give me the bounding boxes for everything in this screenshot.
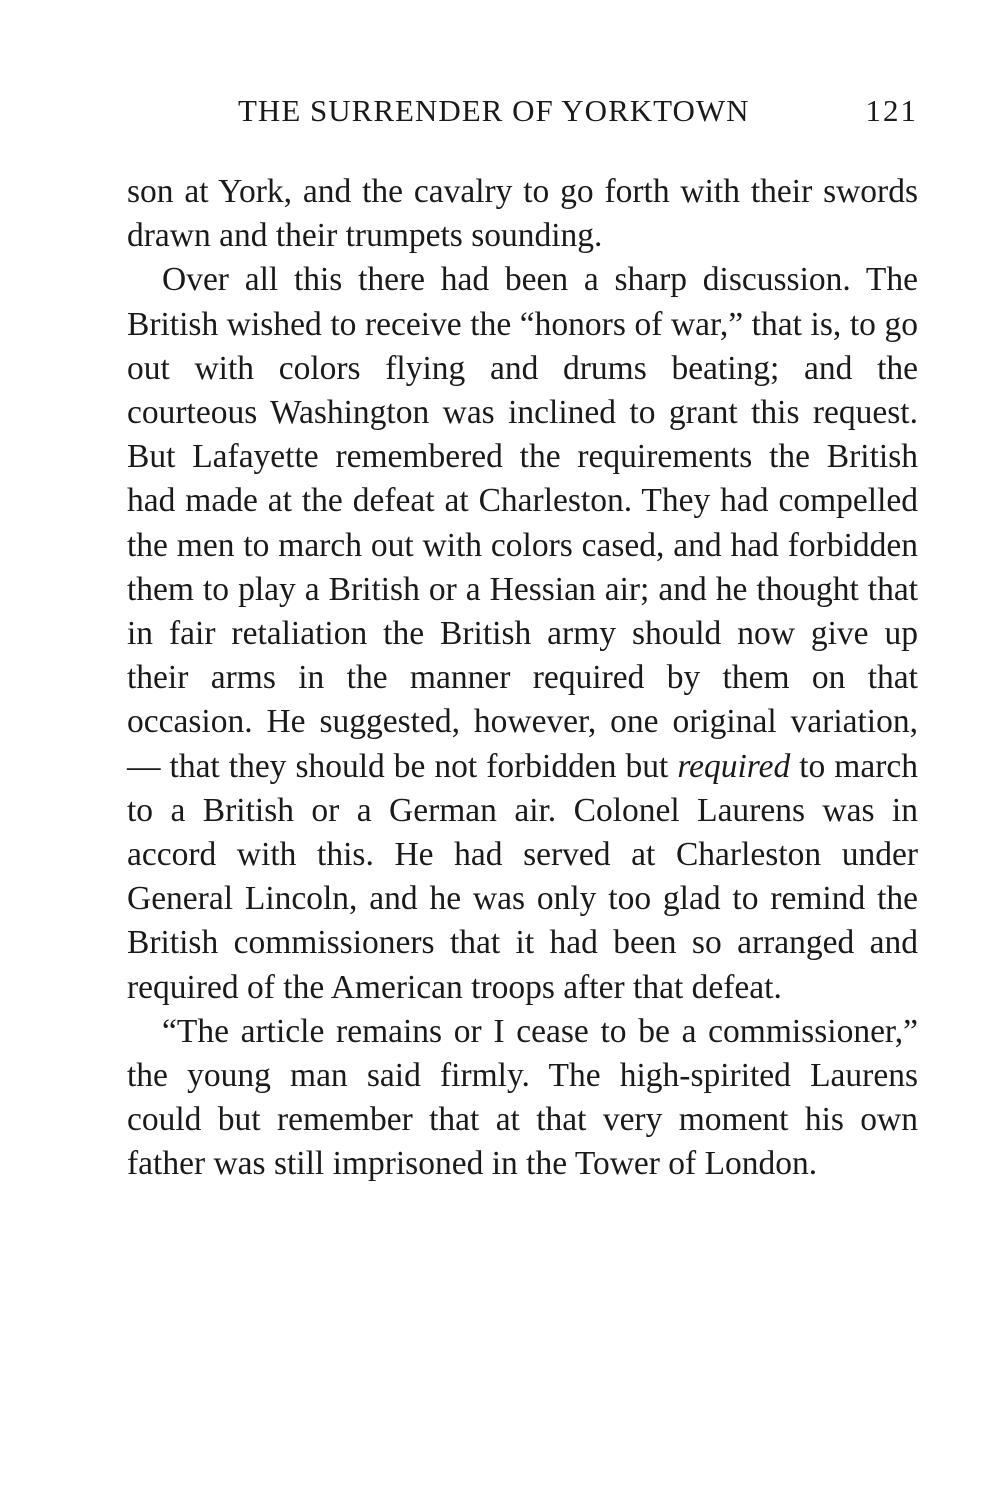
paragraph-3 [127, 1010, 918, 1187]
paragraph-text: Over all this there had been a sharp discussion. The British wished to receive the “honors of war,” that is, to go out with colors flying and drums beating; and the courteous Washington was inclined to grant this request. But Lafayette remembered the requirements the British had made at the defeat at Charleston. They had compelled the men to march out with colors cased, and had forbidden them to play a British or a Hessian air; and he thought that in fair retaliation the British army should now give up their arms in the manner required by them on that occasion. He suggested, however, one original variation, — that they should be not forbidden but [127, 261, 918, 785]
page-number: 121 [865, 93, 918, 128]
running-title: THE SURRENDER OF YORKTOWN [238, 93, 750, 128]
running-head [238, 93, 918, 137]
paragraph-1 [127, 170, 918, 258]
italic-word: required [677, 747, 791, 785]
paragraph-text: to march to a British or a German air. Colonel Laurens was in accord with this. He had served at Charleston under General Lincoln, and he was only too glad to remind the British commissioners that it had been so arranged and required of the American troops after that defeat. [127, 747, 918, 1006]
paragraph-text: son at York, and the cavalry to go forth with their swords drawn and their trumpets sounding. [127, 173, 918, 255]
body-text [127, 170, 918, 1187]
paragraph-text: “The article remains or I cease to be a commissioner,” the young man said firmly. The high-spirited Laurens could but remember that at that very moment his own father was still imprisoned in the Tower of London. [127, 1012, 918, 1183]
paragraph-2 [127, 258, 918, 1009]
